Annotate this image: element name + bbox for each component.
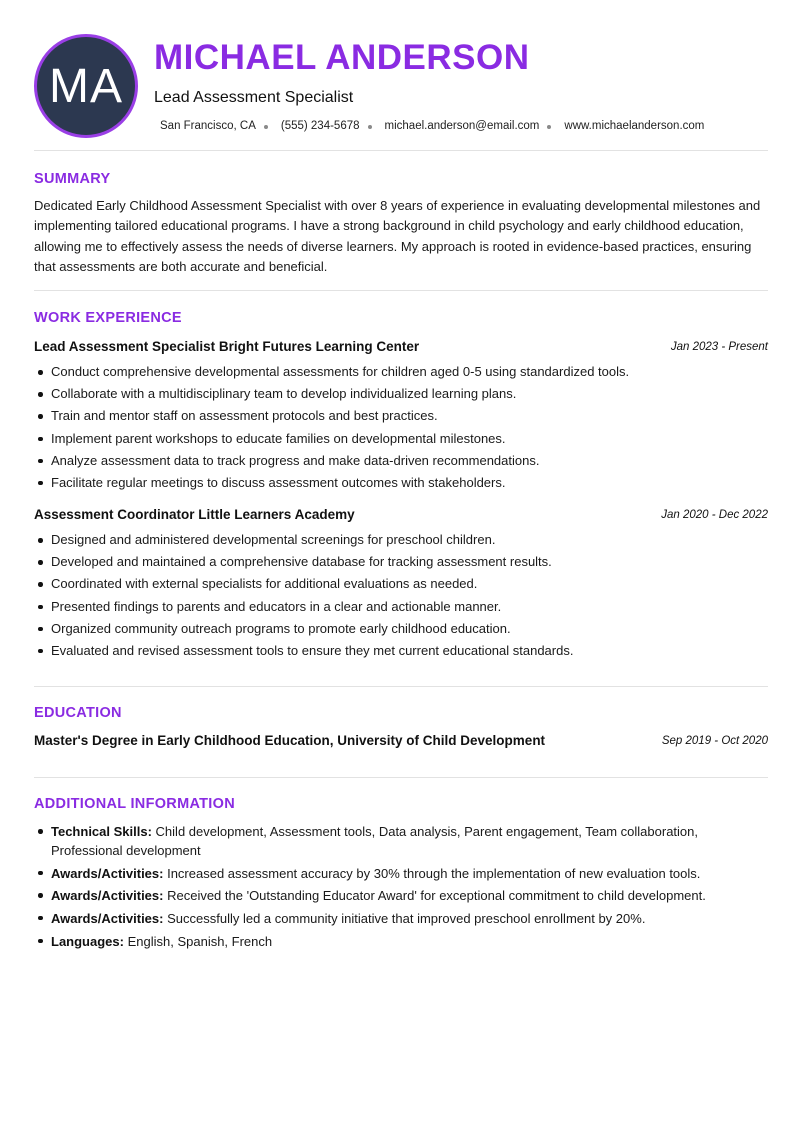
list-item: Analyze assessment data to track progress and make data-driven recommendations. (34, 452, 768, 474)
list-item: Collaborate with a multidisciplinary team to develop individualized learning plans. (34, 385, 768, 407)
item-text: Child development, Assessment tools, Data analysis, Parent engagement, Team collaboration, Professional development (51, 824, 698, 858)
section-divider (34, 686, 768, 687)
item-text: Received the 'Outstanding Educator Award' for exceptional commitment to child development. (167, 888, 706, 904)
item-text: Increased assessment accuracy by 30% through the implementation of new evaluation tools. (167, 865, 701, 881)
job-bullets (34, 363, 768, 496)
list-item: Train and mentor staff on assessment protocols and best practices. (34, 407, 768, 429)
summary-heading: SUMMARY (34, 171, 111, 187)
list-item (34, 822, 734, 860)
list-item (34, 932, 734, 951)
list-item: Evaluated and revised assessment tools to ensure they met current educational standards. (34, 642, 768, 664)
section-divider (34, 777, 768, 778)
item-text: Successfully led a community initiative that improved preschool enrollment by 20%. (167, 910, 646, 926)
list-item: Presented findings to parents and educators in a clear and actionable manner. (34, 598, 768, 620)
experience-heading: WORK EXPERIENCE (34, 310, 182, 326)
contact-location: San Francisco, CA (160, 120, 256, 132)
list-item: Coordinated with external specialists for additional evaluations as needed. (34, 575, 768, 597)
section-divider (34, 150, 768, 151)
list-item: Organized community outreach programs to promote early childhood education. (34, 620, 768, 642)
separator-dot (368, 125, 372, 129)
job-header (34, 339, 768, 357)
contact-phone: (555) 234-5678 (280, 120, 360, 132)
education-degree: Master's Degree in Early Childhood Education, University of Child Development (34, 733, 546, 748)
summary-text: Dedicated Early Childhood Assessment Specialist with over 8 years of experience in evaluating developmental milestones and implementing tailored educational programs. I have a strong background in child psychology and early childhood education, allowing me to effectively assess the needs of diverse learners. My approach is rooted in evidence-based practices, ensuring that assessments are both accurate and beneficial. (34, 198, 761, 275)
contact-email[interactable]: michael.anderson@email.com (384, 120, 540, 132)
job-dates: Jan 2020 - Dec 2022 (661, 509, 768, 521)
candidate-name: MICHAEL ANDERSON (154, 38, 530, 77)
education-dates: Sep 2019 - Oct 2020 (661, 735, 768, 747)
separator-dot (547, 125, 551, 129)
job-role: Assessment Coordinator Little Learners Academy (34, 507, 355, 522)
avatar-initials: MA (49, 59, 123, 113)
item-label: Awards/Activities: (51, 910, 164, 926)
avatar (34, 34, 138, 138)
list-item: Facilitate regular meetings to discuss assessment outcomes with stakeholders. (34, 474, 768, 496)
job-dates: Jan 2023 - Present (670, 341, 768, 353)
separator-dot (264, 125, 268, 129)
additional-list (34, 822, 734, 954)
section-divider (34, 290, 768, 291)
item-label: Awards/Activities: (51, 865, 164, 881)
item-label: Awards/Activities: (51, 888, 164, 904)
job-role: Lead Assessment Specialist Bright Futures Learning Center (34, 339, 420, 354)
education-heading: EDUCATION (34, 705, 122, 721)
job-header (34, 507, 768, 525)
item-label: Languages: (51, 933, 124, 949)
contact-website[interactable]: www.michaelanderson.com (564, 120, 705, 132)
resume-header (34, 34, 768, 138)
education-entry (34, 733, 768, 751)
item-text: English, Spanish, French (127, 933, 273, 949)
list-item: Developed and maintained a comprehensive database for tracking assessment results. (34, 553, 768, 575)
list-item: Conduct comprehensive developmental assessments for children aged 0-5 using standardized tools. (34, 363, 768, 385)
candidate-title: Lead Assessment Specialist (154, 89, 354, 106)
list-item: Implement parent workshops to educate families on developmental milestones. (34, 430, 768, 452)
list-item (34, 864, 734, 883)
item-label: Technical Skills: (51, 824, 152, 839)
additional-heading: ADDITIONAL INFORMATION (34, 796, 235, 812)
list-item (34, 909, 734, 928)
list-item (34, 886, 734, 905)
job-bullets (34, 531, 768, 664)
list-item: Designed and administered developmental screenings for preschool children. (34, 531, 768, 553)
contact-bar (160, 120, 704, 132)
